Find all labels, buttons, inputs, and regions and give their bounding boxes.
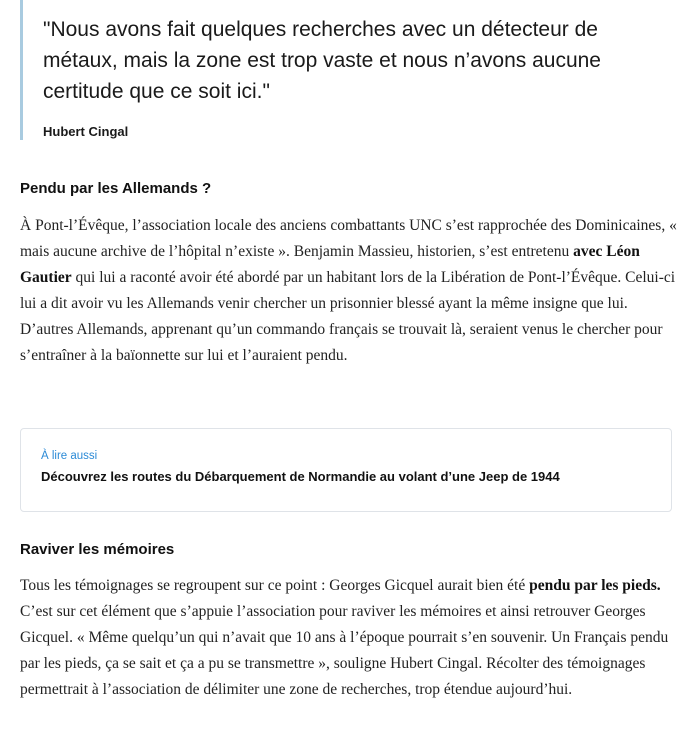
paragraph-text: À Pont-l’Évêque, l’association locale des anciens combattants UNC s’est rapprochée des Dominicaines, « mais aucune archive de l’hôpital n’existe ». Benjamin Massieu, historien, s’est entretenu — [20, 217, 677, 260]
article-paragraph-2 — [20, 573, 678, 703]
paragraph-text: Tous les témoignages se regroupent sur ce point : Georges Gicquel aurait bien été — [20, 577, 530, 594]
quote-author: Hubert Cingal — [43, 124, 129, 139]
pull-quote — [20, 0, 663, 140]
section-heading-pendu: Pendu par les Allemands ? — [20, 180, 212, 197]
leon-gautier-link[interactable]: avec Léon Gautier — [20, 243, 640, 286]
related-article-card[interactable] — [20, 428, 672, 512]
related-article-link[interactable]: Découvrez les routes du Débarquement de Normandie au volant d’une Jeep de 1944 — [41, 469, 560, 484]
article-paragraph-1 — [20, 213, 678, 369]
paragraph-text: C’est sur cet élément que s’appuie l’association pour raviver les mémoires et ainsi retrouver Georges Gicquel. « Même quelqu’un qui n’avait que 10 ans à l’époque pourrait s’en souvenir. Un Français pendu par les pieds, ça se sait et ça a pu se transmettre », souligne Hubert Cingal. Récolter des témoignages permettrait à l’association de délimiter une zone de recherches, trop étendue aujourd’hui. — [20, 603, 669, 698]
quote-text: "Nous avons fait quelques recherches avec un détecteur de métaux, mais la zone est trop vaste et nous n’avons aucune certitude que ce soit ici." — [43, 18, 601, 103]
related-kicker: À lire aussi — [41, 450, 98, 462]
emphasis-text: pendu par les pieds. — [529, 577, 661, 594]
paragraph-text: qui lui a raconté avoir été abordé par un habitant lors de la Libération de Pont-l’Évêque. Celui-ci lui a dit avoir vu les Allemands venir chercher un prisonnier blessé ayant la même insigne que lui. D’autres Allemands, apprenant qu’un commando français se trouvait là, seraient venus le chercher pour s’entraîner à la baïonnette sur lui et l’auraient pendu. — [20, 269, 676, 364]
section-heading-raviver: Raviver les mémoires — [20, 541, 175, 558]
